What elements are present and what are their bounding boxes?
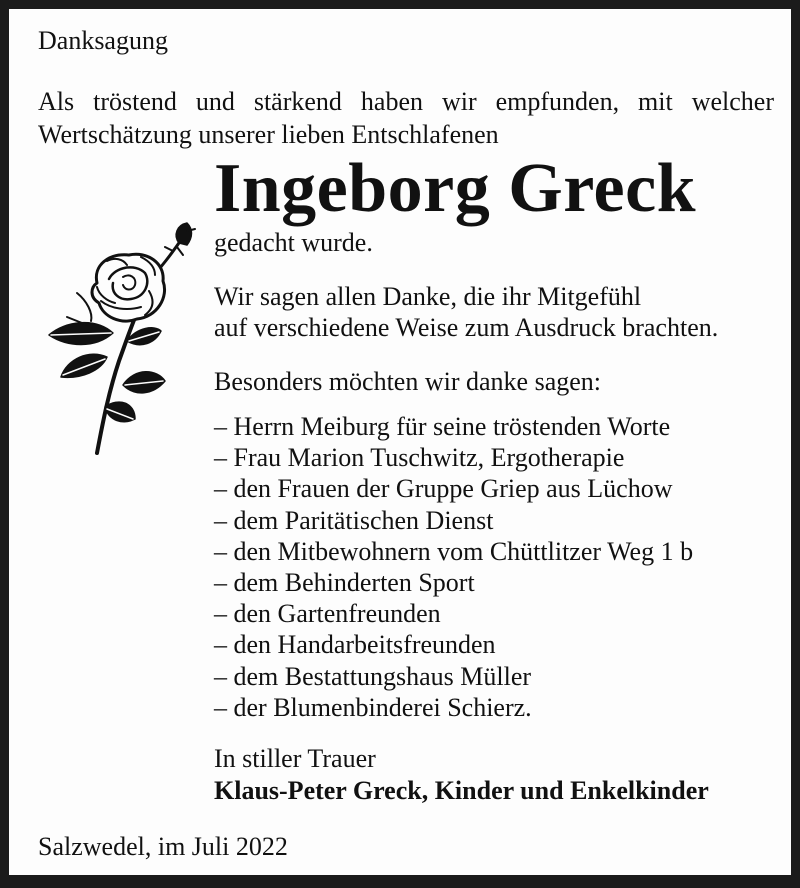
list-item: – den Handarbeitsfreunden [214,630,496,660]
list-item: – dem Paritätischen Dienst [214,505,494,535]
thanks-list [214,411,693,723]
special-intro: Besonders möchten wir danke sagen: [214,367,602,396]
rose-icon [37,221,197,461]
list-item: – der Blumenbinderei Schierz. [214,692,532,722]
remembered-text: gedacht wurde. [214,228,373,257]
list-item: – den Gartenfreunden [214,599,441,629]
thanks-line-2: auf verschiedene Weise zum Ausdruck brachten. [214,313,719,342]
list-item: – den Frauen der Gruppe Griep aus Lüchow [214,474,673,504]
obituary-notice [9,9,791,875]
thanks-line-1: Wir sagen allen Danke, die ihr Mitgefühl [214,282,642,311]
list-item: – den Mitbewohnern vom Chüttlitzer Weg 1 b [214,536,694,566]
place-date: Salzwedel, im Juli 2022 [38,832,288,861]
list-item: – Herrn Meiburg für seine tröstenden Worte [214,412,671,441]
mourning-text: In stiller Trauer [214,744,376,773]
signers: Klaus-Peter Greck, Kinder und Enkelkinder [214,776,709,805]
deceased-name: Ingeborg Greck [214,150,697,227]
intro-line-1: Als tröstend und stärkend haben wir empfunden, mit welcher [38,87,774,116]
list-item: – Frau Marion Tuschwitz, Ergotherapie [214,443,625,473]
intro-text [38,85,774,151]
heading: Danksagung [38,26,168,55]
list-item: – dem Behinderten Sport [214,568,475,598]
intro-line-2: Wertschätzung unserer lieben Entschlafenen [38,120,499,149]
list-item: – dem Bestattungshaus Müller [214,661,532,691]
